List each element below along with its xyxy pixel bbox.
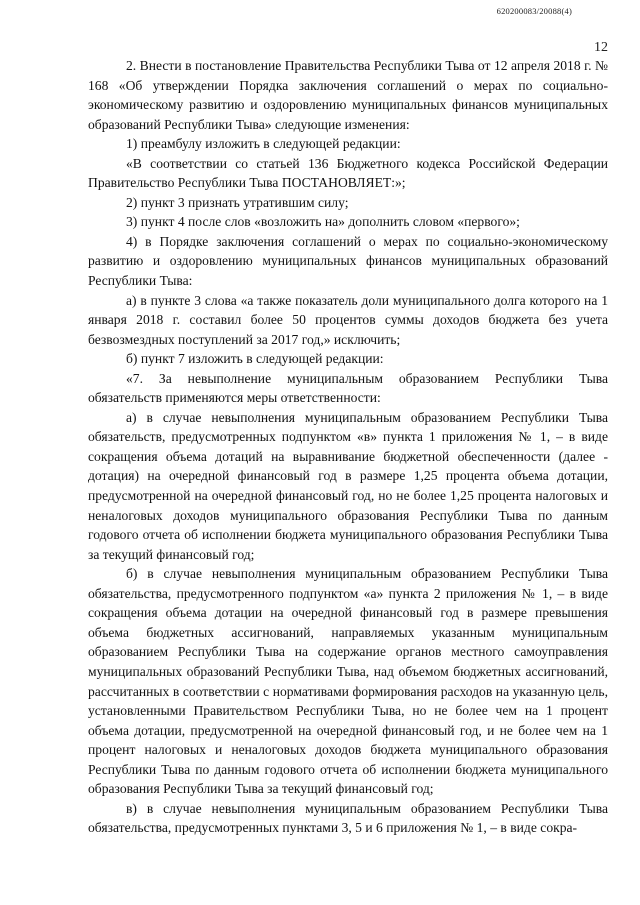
paragraph-subitem-a: а) в пункте 3 слова «а также показатель доли муниципального долга которого на 1 января 2018 г. составил более 50 процентов суммы доходов бюджета без учета безвозмездных поступлений за 2017 год,» исключить;	[88, 292, 608, 347]
paragraph-preamble: 1) преамбулу изложить в следующей редакции:	[126, 136, 401, 152]
document-body	[88, 56, 608, 838]
page-number: 12	[594, 40, 608, 55]
paragraph-item-3-void: 2) пункт 3 признать утратившим силу;	[126, 194, 349, 210]
paragraph-item-4-amend: 3) пункт 4 после слов «возложить на» дополнить словом «первого»;	[126, 214, 520, 230]
paragraph-measure-v: в) в случае невыполнения муниципальным образованием Республики Тыва обязательства, предусмотренных пунктами 3, 5 и 6 приложения № 1, – в виде сокра-	[88, 800, 608, 836]
paragraph-measure-a: а) в случае невыполнения муниципальным образованием Республики Тыва обязательств, предусмотренных подпунктом «в» пункта 1 приложения № 1, – в виде сокращения объема дотаций на выравнивание бюджетной обеспеченности (далее - дотация) на очередной финансовый год в размере 1,25 процента объема дотации, предусмотренной на очередной финансовый год, но не более 1,25 процента налоговых и неналоговых доходов муниципального образования Республики Тыва по данным годового отчета об исполнении бюджета муниципального образования Республики Тыва за текущий финансовый год;	[88, 409, 608, 562]
paragraph-subitem-b: б) пункт 7 изложить в следующей редакции:	[126, 351, 384, 367]
paragraph-procedure: 4) в Порядке заключения соглашений о мерах по социально-экономическому развитию и оздоровлению муниципальных финансов муниципальных образований Республики Тыва:	[88, 233, 608, 289]
paragraph-measure-b: б) в случае невыполнения муниципальным образованием Республики Тыва обязательства, предусмотренного подпунктом «а» пункта 2 приложения № 1, – в виде сокращения объема дотации на очередной финансовый год в размере превышения объема бюджетных ассигнований, направляемых указанным муниципальным образованием Республики Тыва на содержание органов местного самоуправления муниципальных образований Республики Тыва, над объемом бюджетных ассигнований, рассчитанных в соответствии с нормативами формирования расходов на указанную цель, установленными Правительством Республики Тыва, но не более чем на 1 процент объема дотации, предусмотренной на очередной финансовый год, и не более чем на 1 процент налоговых и неналоговых доходов бюджета муниципального образования Республики Тыва по данным годового отчета об исполнении бюджета муниципального образования Республики Тыва за текущий финансовый год;	[88, 566, 608, 797]
paragraph-point-7: «7. За невыполнение муниципальным образованием Республики Тыва обязательств применяются меры ответственности:	[88, 370, 608, 406]
document-code: 620200083/20088(4)	[496, 6, 572, 16]
paragraph-2-amend-resolution: 2. Внести в постановление Правительства Республики Тыва от 12 апреля 2018 г. № 168 «Об утверждении Порядка заключения соглашений о мерах по социально-экономическому развитию и оздоровлению муниципальных финансов муниципальных образований Республики Тыва» следующие изменения:	[88, 58, 608, 132]
paragraph-preamble-text: «В соответствии со статьей 136 Бюджетного кодекса Российской Федерации Правительство Республики Тыва ПОСТАНОВЛЯЕТ:»;	[88, 155, 608, 191]
